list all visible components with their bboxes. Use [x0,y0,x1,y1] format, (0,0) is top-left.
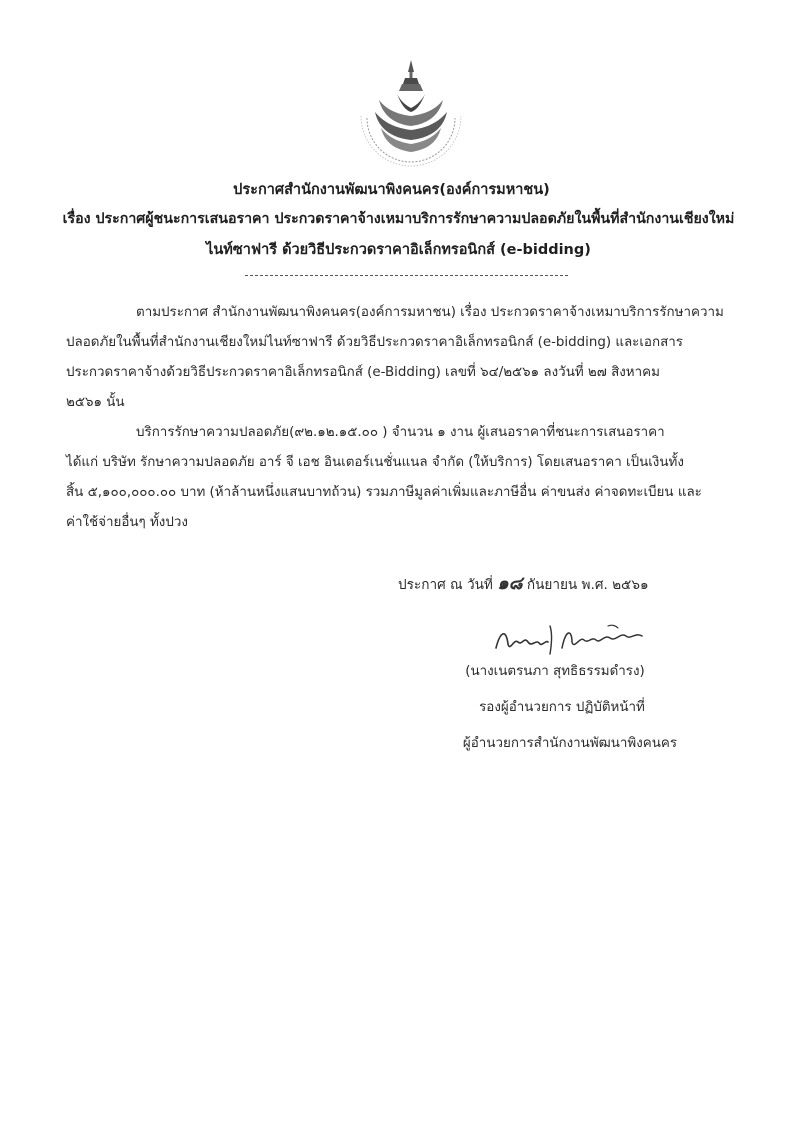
handwritten-signature [488,618,668,662]
paragraph-line: ตามประกาศ สำนักงานพัฒนาพิงคนคร(องค์การมหาชน) เรื่อง ประกวดราคาจ้างเหมาบริการรักษาความ [136,305,724,320]
paragraph-winner [66,418,746,538]
date-suffix: กันยายน พ.ศ. ๒๕๖๑ [526,577,649,593]
date-day-handwritten: ๑๘ [497,573,523,594]
paragraph-line: ค่าใช้จ่ายอื่นๆ ทั้งปวง [66,515,188,530]
signer-name: (นางเนตรนภา สุทธิธรรมดำรง) [465,664,645,679]
paragraph-line: ปลอดภัยในพื้นที่สำนักงานเชียงใหม่ไนท์ซาฟารี ด้วยวิธีประกวดราคาอิเล็กทรอนิกส์ (e-bidding) และเอกสาร [66,335,683,350]
paragraph-line: บริการรักษาความปลอดภัย(๙๒.๑๒.๑๕.๐๐ ) จำนวน ๑ งาน ผู้เสนอราคาที่ชนะการเสนอราคา [136,425,665,440]
announcement-title: ประกาศสำนักงานพัฒนาพิงคนคร(องค์การมหาชน) [233,182,550,198]
paragraph-line: ๒๕๖๑ นั้น [66,395,125,410]
paragraph-line: สิ้น ๕,๑๐๐,๐๐๐.๐๐ บาท (ห้าล้านหนึ่งแสนบาทถ้วน) รวมภาษีมูลค่าเพิ่มและภาษีอื่น ค่าขนส่ง ค่าจดทะเบียน และ [66,485,702,500]
date-prefix: ประกาศ ณ วันที่ [398,577,493,593]
announcement-date [398,568,649,597]
emblem-graphic [357,58,467,168]
signer-position: รองผู้อำนวยการ ปฏิบัติหน้าที่ [479,700,645,715]
paragraph-line: ประกวดราคาจ้างด้วยวิธีประกวดราคาอิเล็กทรอนิกส์ (e-Bidding) เลขที่ ๖๔/๒๕๖๑ ลงวันที่ ๒๗ สิงหาคม [66,365,660,380]
title-divider [245,275,568,276]
paragraph-line: ได้แก่ บริษัท รักษาความปลอดภัย อาร์ จี เอช อินเตอร์เนชั่นแนล จำกัด (ให้บริการ) โดยเสนอราคา เป็นเงินทั้ง [66,455,684,470]
paragraph-reference [66,298,746,418]
signer-title: ผู้อำนวยการสำนักงานพัฒนาพิงคนคร [462,736,678,751]
agency-emblem-icon [357,58,467,168]
announcement-subject-cont: ไนท์ซาฟารี ด้วยวิธีประกวดราคาอิเล็กทรอนิกส์ (e-bidding) [206,242,591,258]
announcement-subject: เรื่อง ประกาศผู้ชนะการเสนอราคา ประกวดราคาจ้างเหมาบริการรักษาความปลอดภัยในพื้นที่สำนักงานเชียงใหม่ [62,211,735,227]
